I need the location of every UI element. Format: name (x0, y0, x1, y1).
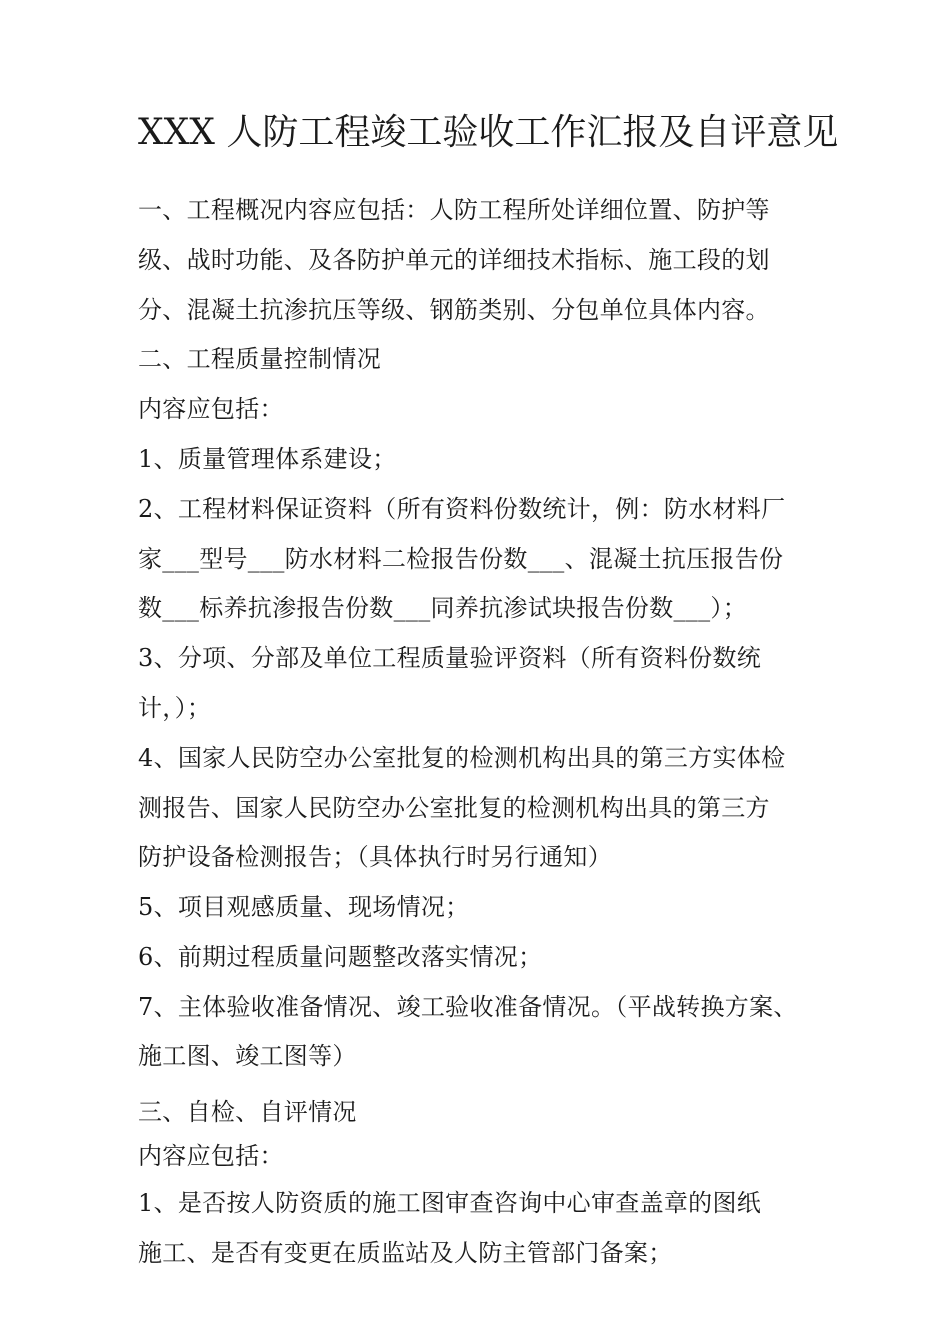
list-item-continuation: 施工图、竣工图等） (138, 1042, 357, 1070)
list-item-continuation: 计，）； (138, 694, 212, 722)
document-title: XXX 人防工程竣工验收工作汇报及自评意见 (138, 112, 839, 153)
list-item: 5、项目观感质量、现场情况； (138, 893, 470, 921)
section-heading: 二、工程质量控制情况 (138, 345, 381, 373)
list-item: 3、分项、分部及单位工程质量验评资料（所有资料份数统 (138, 644, 762, 672)
list-item: 1、质量管理体系建设； (138, 445, 397, 473)
paragraph-line: 级、战时功能、及各防护单元的详细技术指标、施工段的划 (138, 246, 770, 274)
list-item: 7、主体验收准备情况、竣工验收准备情况。（平战转换方案、 (138, 993, 798, 1021)
list-item-continuation: 施工、是否有变更在质监站及人防主管部门备案； (138, 1239, 673, 1267)
list-item: 6、前期过程质量问题整改落实情况； (138, 943, 543, 971)
list-item-continuation: 数___标养抗渗报告份数___同养抗渗试块报告份数___）； (138, 594, 747, 622)
paragraph-line: 内容应包括： (138, 1142, 284, 1170)
list-item-continuation: 测报告、国家人民防空办公室批复的检测机构出具的第三方 (138, 794, 770, 822)
list-item: 4、国家人民防空办公室批复的检测机构出具的第三方实体检 (138, 744, 786, 772)
list-item-continuation: 家___型号___防水材料二检报告份数___、混凝土抗压报告份 (138, 545, 784, 573)
paragraph-line: 分、混凝土抗渗抗压等级、钢筋类别、分包单位具体内容。 (138, 296, 770, 324)
list-item: 2、工程材料保证资料（所有资料份数统计，例：防水材料厂 (138, 495, 786, 523)
list-item-continuation: 防护设备检测报告；（具体执行时另行通知） (138, 843, 612, 871)
paragraph-line: 一、工程概况内容应包括：人防工程所处详细位置、防护等 (138, 196, 770, 224)
list-item: 1、是否按人防资质的施工图审查咨询中心审查盖章的图纸 (138, 1189, 762, 1217)
section-heading: 三、自检、自评情况 (138, 1098, 357, 1126)
paragraph-line: 内容应包括： (138, 395, 284, 423)
